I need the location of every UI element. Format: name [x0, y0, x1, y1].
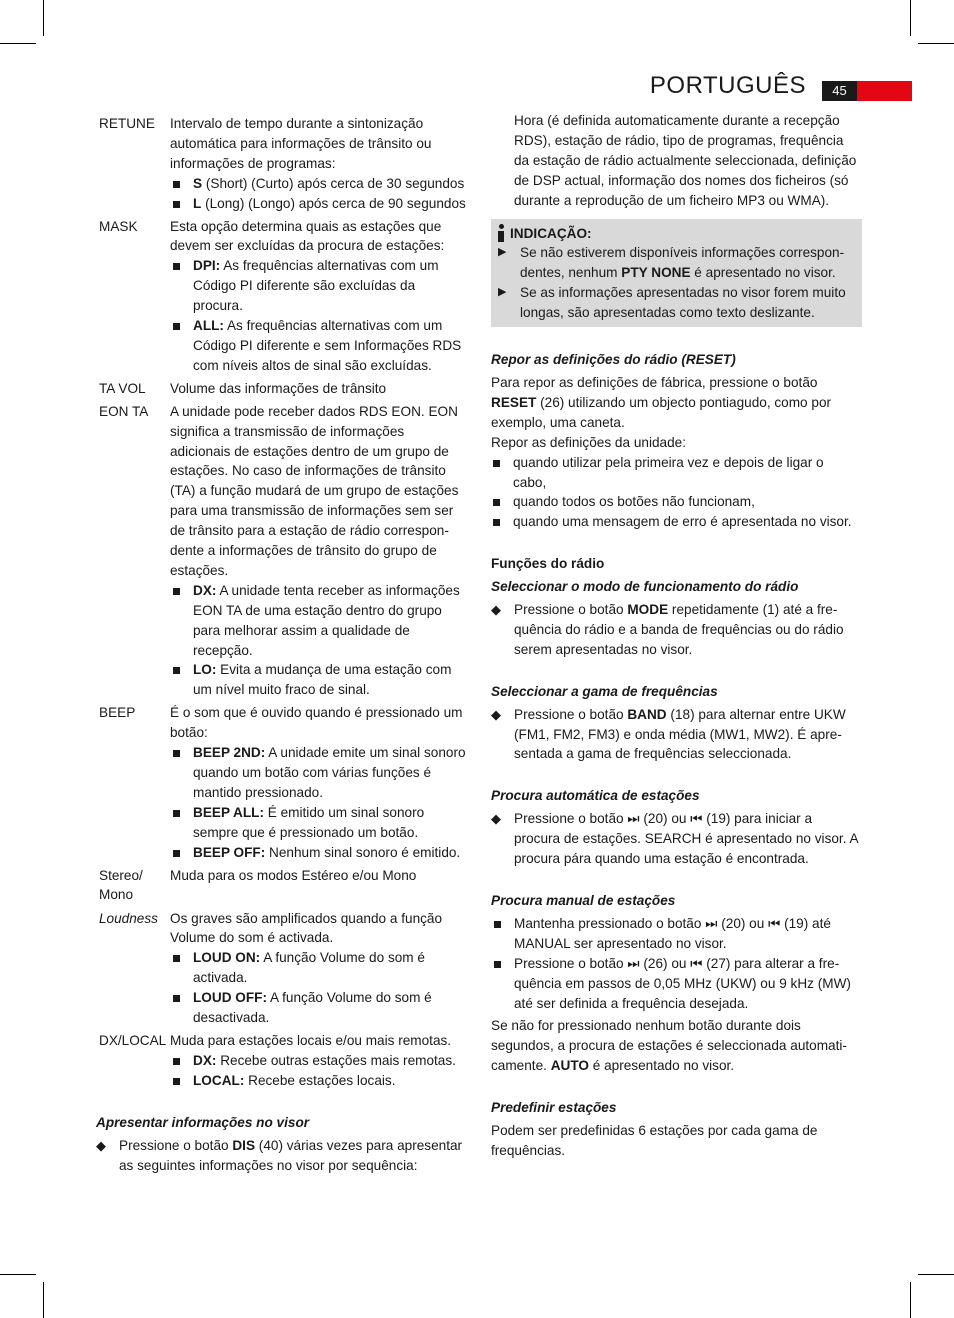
crop-mark: [918, 1274, 954, 1275]
definition-stereo-mono: [96, 866, 466, 906]
definition-loudness: [96, 909, 466, 1028]
sub-heading-mode: Seleccionar o modo de funcionamento do rádio: [491, 579, 799, 595]
definition-text: Muda para os modos Estéreo e/ou Mono: [170, 867, 417, 883]
list-item: [170, 581, 466, 661]
option-text: (Short) (Curto) após cerca de 30 segundos: [202, 175, 465, 191]
text: repetidamente (1) até a frequência do rádio e a banda de frequências ou do rádio serem apresentadas no visor.: [514, 602, 844, 657]
option-text: A função Volume do som é activada.: [193, 950, 425, 986]
section-heading-display: Apresentar informações no visor: [96, 1114, 310, 1130]
term: Stereo/ Mono: [99, 867, 143, 903]
button-name: MODE: [627, 602, 669, 618]
option-label: LOUD OFF:: [193, 990, 267, 1006]
text: Pressione o botão: [514, 602, 628, 618]
definition-text: Os graves são amplificados quando a função Volume do som é activada.: [170, 910, 443, 946]
list-item: [170, 843, 466, 863]
option-text: A função Volume do som é desactivada.: [193, 990, 432, 1026]
continued-text: Hora (é definida automaticamente durante a recepção RDS), estação de rádio, tipo de programas, frequência da estação de rádio actualmente seleccionada, definição de DSP actual, informação dos nomes dos ficheiros (só durante a reprodução de um ficheiro MP3 ou WMA).: [514, 113, 857, 208]
list-item: [170, 194, 466, 214]
option-label: BEEP ALL:: [193, 804, 264, 820]
option-text: Recebe outras estações mais remotas.: [216, 1052, 456, 1068]
crop-mark: [43, 0, 44, 36]
option-label: DX:: [193, 582, 217, 598]
option-text: Recebe estações locais.: [244, 1072, 396, 1088]
option-label: DX:: [193, 1052, 217, 1068]
option-text: A unidade emite um sinal sonoro quando um botão com várias funções é mantido pressionado.: [193, 745, 466, 800]
definition-dx-local: [96, 1031, 466, 1091]
definition-text: Intervalo de tempo durante a sintonização automática para informações de trânsito ou informações de programas:: [170, 116, 432, 171]
text: (26) ou: [639, 955, 691, 971]
option-label: LOCAL:: [193, 1072, 245, 1088]
list-item: [170, 743, 466, 803]
definition-text: Esta opção determina quais as estações que devem ser excluídas da procura de estações:: [170, 218, 445, 254]
button-name: BAND: [627, 706, 667, 722]
text: Se não for pressionado nenhum botão durante dois segundos, a procura de estações é seleccionada automaticamente.: [491, 1018, 847, 1074]
sub-heading-manual: Procura manual de estações: [491, 893, 676, 908]
option-label: BEEP OFF:: [193, 844, 266, 860]
option-label: LO:: [193, 662, 217, 678]
skip-back-icon: ⏮: [690, 955, 703, 971]
text: é apresentado no visor.: [588, 1058, 735, 1074]
text: AUTO: [550, 1058, 589, 1074]
text: Pressione o botão: [514, 706, 628, 722]
sub-heading-band: Seleccionar a gama de frequências: [491, 683, 718, 699]
term: BEEP: [99, 705, 136, 721]
paragraph: [491, 373, 859, 433]
text: Pressione o botão: [514, 811, 628, 827]
option-text: É emitido um sinal sonoro sempre que é pressionado um botão.: [193, 804, 425, 840]
option-label: LOUD ON:: [193, 950, 261, 966]
term: TA VOL: [99, 380, 146, 396]
text: (20) ou: [639, 811, 691, 827]
text: (20) ou: [717, 915, 769, 931]
note-heading: [495, 224, 858, 244]
definition-mask: [96, 217, 466, 376]
list-item: [170, 948, 466, 988]
list-item: [170, 660, 466, 700]
skip-back-icon: ⏮: [768, 915, 781, 931]
option-label: BEEP 2ND:: [193, 745, 266, 761]
list-item: [170, 1051, 466, 1071]
text: é apresentado no visor.: [690, 265, 836, 281]
paragraph: Podem ser predefinidas 6 estações por cada gama de frequências.: [491, 1123, 818, 1158]
button-name: DIS: [232, 1137, 256, 1153]
list-item: [170, 803, 466, 843]
option-text: Evita a mudança de uma estação com um nível muito fraco de sinal.: [193, 662, 452, 698]
term: Loudness: [99, 910, 158, 926]
text: (27) para alterar a frequência em passos de 0,05 MHz (UKW) ou 9 kHz (MW) até ser definida a frequência desejada.: [514, 955, 851, 1011]
skip-forward-icon: ⏭: [705, 915, 718, 931]
list-item: [491, 954, 859, 1014]
list-item: [170, 174, 466, 194]
option-text: As frequências alternativas com um Código PI diferente são excluídas da procura.: [193, 258, 439, 314]
instruction-display: [96, 1136, 466, 1176]
skip-forward-icon: ⏭: [627, 811, 640, 827]
text: (19) até MANUAL ser apresentado no visor.: [514, 915, 831, 951]
sub-heading-preset: Predefinir estações: [491, 1100, 617, 1116]
instruction-auto: [491, 809, 859, 869]
definition-text: A unidade pode receber dados RDS EON. EON significa a transmissão de informações adicionais de estações dentro de um grupo de estações. No caso de informações de trânsito (TA) a função mudará de um grupo de estações para uma transmissão de informações sem ser de trânsito para a estação de rádio correspondente a informações de trânsito do grupo de estações.: [170, 403, 459, 578]
option-text: A unidade tenta receber as informações EON TA de uma estação dentro do grupo para melhorar assim a qualidade de recepção.: [193, 582, 460, 658]
term: DX/LOCAL: [99, 1032, 167, 1048]
option-label: L: [193, 195, 202, 211]
crop-mark: [910, 1282, 911, 1318]
definition-text: É o som que é ouvido quando é pressionado um botão:: [170, 705, 463, 741]
definition-text: Volume das informações de trânsito: [170, 380, 387, 396]
paragraph: [491, 1016, 859, 1076]
term: RETUNE: [99, 116, 155, 131]
left-column: [96, 114, 466, 1175]
text: (26) utilizando um objecto pontiagudo, como por exemplo, uma caneta.: [491, 394, 832, 430]
option-text: (Long) (Longo) após cerca de 90 segundos: [201, 195, 466, 211]
note-item: [495, 243, 858, 283]
text: Pressione o botão: [119, 1137, 233, 1153]
definition-ta-vol: [96, 379, 466, 399]
list-item: [170, 316, 466, 376]
definition-beep: [96, 703, 466, 862]
note-item: ▶ Se as informações apresentadas no visor forem muito longas, são apresentadas como texto deslizante.: [495, 283, 858, 323]
instruction-mode: [491, 600, 859, 660]
paragraph: Repor as definições da unidade:: [491, 434, 686, 450]
list-item: quando utilizar pela primeira vez e depois de ligar o cabo,: [490, 453, 859, 493]
option-text: Nenhum sinal sonoro é emitido.: [265, 844, 461, 860]
list-item: [491, 914, 859, 954]
text: (19) para iniciar a procura de estações. SEARCH é apresentado no visor. A procura pára quando uma estação é encontrada.: [514, 811, 858, 867]
option-label: DPI:: [193, 258, 221, 274]
note-box: [491, 219, 862, 328]
list-item: [170, 1071, 466, 1091]
crop-mark: [910, 0, 911, 36]
option-text: As frequências alternativas com um Código PI diferente e sem Informações RDS com níveis altos de sinal são excluídas.: [193, 318, 462, 373]
note-heading-text: INDICAÇÃO:: [510, 225, 592, 241]
option-label: ALL:: [193, 318, 224, 334]
text: Para repor as definições de fábrica, pressione o botão: [491, 374, 818, 390]
button-name: RESET: [491, 394, 537, 410]
list-item: [170, 256, 466, 316]
section-heading-reset: Repor as definições do rádio (RESET): [491, 352, 736, 368]
crop-mark: [43, 1282, 44, 1318]
term: EON TA: [99, 403, 149, 419]
page-title: PORTUGUÊS: [649, 72, 806, 99]
info-icon: [495, 224, 507, 242]
option-label: S: [193, 175, 203, 191]
text: (40) várias vezes para apresentar as seguintes informações no visor por sequência:: [119, 1137, 463, 1173]
text: (18) para alternar entre UKW (FM1, FM2, FM3) e onda média (MW1, MW2). É apresentada a gama de frequências seleccionada.: [514, 706, 846, 762]
definition-eon-ta: [96, 402, 466, 701]
text: PTY NONE: [621, 265, 691, 281]
right-column: [491, 111, 859, 1161]
text: Mantenha pressionado o botão: [514, 915, 706, 931]
list-item: quando uma mensagem de erro é apresentada no visor.: [490, 512, 859, 532]
instruction-band: [491, 705, 859, 765]
list-item: quando todos os botões não funcionam,: [490, 492, 859, 512]
definition-retune: [96, 114, 466, 214]
list-item: [170, 988, 466, 1028]
text: Pressione o botão: [514, 955, 628, 971]
crop-mark: [0, 43, 36, 44]
page-number: 45: [822, 81, 857, 101]
section-heading-radio: Funções do rádio: [491, 556, 605, 572]
skip-forward-icon: ⏭: [627, 955, 640, 971]
definition-text: Muda para estações locais e/ou mais remotas.: [170, 1032, 452, 1048]
sub-heading-auto: Procura automática de estações: [491, 788, 700, 804]
term: MASK: [99, 218, 138, 234]
crop-mark: [918, 43, 954, 44]
crop-mark: [0, 1274, 36, 1275]
text: Se não estiverem disponíveis informações correspondentes, nenhum: [520, 245, 845, 281]
accent-bar: [857, 81, 912, 101]
skip-back-icon: ⏮: [690, 811, 703, 827]
